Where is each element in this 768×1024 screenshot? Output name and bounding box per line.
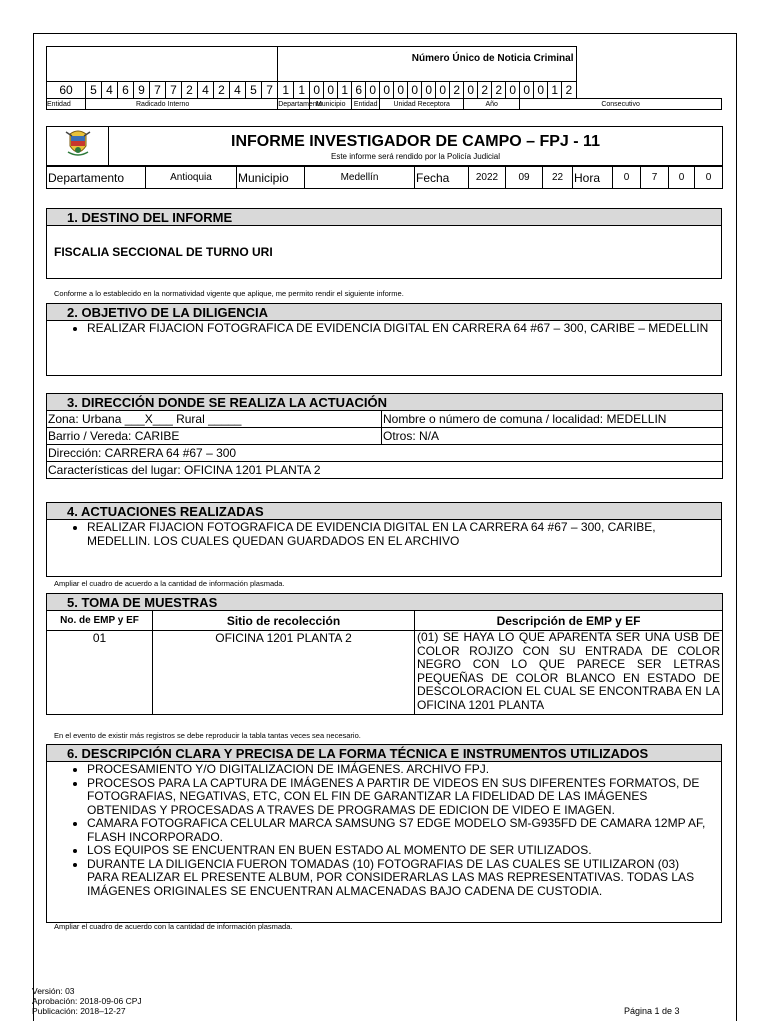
col-no-emp: No. de EMP y EF xyxy=(47,611,153,631)
section-4-title: 4. ACTUACIONES REALIZADAS xyxy=(47,503,722,520)
noticia-digit: 0 xyxy=(310,82,324,99)
document-page xyxy=(33,33,737,1021)
col-descripcion: Descripción de EMP y EF xyxy=(415,611,723,631)
noticia-digit: 0 xyxy=(520,82,534,99)
radicado-digit: 60 xyxy=(47,82,86,99)
note-ampliar: Ampliar el cuadro de acuerdo a la cantidad de información plasmada. xyxy=(54,579,285,588)
radicado-digit: 9 xyxy=(134,82,150,99)
row-descripcion: (01) SE HAYA LO QUE APARENTA SER UNA USB DE COLOR ROJIZO CON SU ENTRADA DE COLOR NEGRO CON LO QUE PARECE SER LETRAS PEQUEÑAS DE COLOR BLANCO EN ESTADO DE DESCOLORACION EL CUAL SE ENCONTRABA EN LA OFICINA 1201 PLANTA xyxy=(417,630,721,712)
form-title: INFORME INVESTIGADOR DE CAMPO – FPJ - 11 xyxy=(231,133,600,150)
noticia-digit: 2 xyxy=(450,82,464,99)
hora-digit: 0 xyxy=(669,167,695,189)
noticia-digit: 0 xyxy=(534,82,548,99)
tecnica-list xyxy=(47,763,721,898)
list-item: • DURANTE LA DILIGENCIA FUERON TOMADAS (10) FOTOGRAFIAS DE LAS CUALES SE UTILIZARON (03) PARA REALIZAR EL PRESENTE ALBUM, POR CONSIDERARLAS LAS MAS REPRESENTATIVAS. TODAS LAS IMÁGENES ORIGINALES SE ENCUENTRAN ALMACENADAS BAJO CADENA DE CUSTODIA. xyxy=(87,858,713,899)
label-municipio: Municipio xyxy=(310,99,352,110)
note-ampliar-2: Ampliar el cuadro de acuerdo con la cantidad de información plasmada. xyxy=(54,922,293,931)
label-departamento: Departamento xyxy=(278,100,323,108)
caracteristicas-field: Características del lugar: OFICINA 1201 PLANTA 2 xyxy=(47,462,723,479)
table-row xyxy=(47,631,723,715)
fecha-label: Fecha xyxy=(415,167,469,189)
footer-version: Versión: 03 xyxy=(32,986,75,996)
radicado-digit: 5 xyxy=(246,82,262,99)
location-date-row xyxy=(46,166,722,189)
section-3-title: 3. DIRECCIÓN DONDE SE REALIZA LA ACTUACIÓN xyxy=(47,394,723,411)
radicado-digit: 2 xyxy=(182,82,198,99)
footer-aprobacion: Aprobación: 2018-09-06 CPJ xyxy=(32,996,142,1006)
section-2-title: 2. OBJETIVO DE LA DILIGENCIA xyxy=(47,304,722,321)
label-entidad-2: Entidad xyxy=(352,99,380,110)
section-6-title: 6. DESCRIPCIÓN CLARA Y PRECISA DE LA FORMA TÉCNICA E INSTRUMENTOS UTILIZADOS xyxy=(47,745,722,762)
destino-value: FISCALIA SECCIONAL DE TURNO URI xyxy=(47,226,722,279)
radicado-digit: 2 xyxy=(214,82,230,99)
section-objetivo xyxy=(46,303,722,376)
radicado-digit: 4 xyxy=(230,82,246,99)
note-registros: En el evento de existir más registros se debe reproducir la tabla tantas veces sea necesario. xyxy=(54,731,361,740)
noticia-digit: 0 xyxy=(506,82,520,99)
departamento-value: Antioquia xyxy=(146,167,237,189)
list-item: • PROCESAMIENTO Y/O DIGITALIZACION DE IMÁGENES. ARCHIVO FPJ. xyxy=(87,763,713,777)
label-anio: Año xyxy=(464,99,520,110)
noticia-digit: 0 xyxy=(394,82,408,99)
row-no: 01 xyxy=(47,631,153,715)
hora-digit: 0 xyxy=(613,167,641,189)
title-block xyxy=(46,126,722,166)
hora-digit: 7 xyxy=(641,167,669,189)
comuna-field: Nombre o número de comuna / localidad: MEDELLIN xyxy=(382,411,723,428)
otros-field: Otros: N/A xyxy=(382,428,723,445)
radicado-digit: 4 xyxy=(102,82,118,99)
label-unidad-receptora: Unidad Receptora xyxy=(380,99,464,110)
list-item: • PROCESOS PARA LA CAPTURA DE IMÁGENES A PARTIR DE VIDEOS EN SUS DIFERENTES FORMATOS, DE FOTOGRAFIAS, NEGATIVAS, ETC, CON EL FIN DE GARANTIZAR LA FIDELIDAD DE LAS IMÁGENES OBTENIDAS Y PROCESADAS A TRAVES DE PROGRAMAS DE EDICION DE VIDEO E IMAGEN. xyxy=(87,777,713,818)
radicado-digits-row xyxy=(47,82,722,99)
noticia-criminal-header xyxy=(46,46,722,110)
radicado-digit: 7 xyxy=(150,82,166,99)
section-1-title: 1. DESTINO DEL INFORME xyxy=(47,209,722,226)
departamento-label: Departamento xyxy=(47,167,146,189)
noticia-digit: 1 xyxy=(294,82,310,99)
radicado-digit: 4 xyxy=(198,82,214,99)
noticia-digit: 1 xyxy=(278,82,294,99)
col-sitio: Sitio de recolección xyxy=(153,611,415,631)
form-subtitle: Este informe será rendido por la Policía Judicial xyxy=(331,152,500,161)
noticia-digit: 2 xyxy=(562,82,576,99)
hora-label: Hora xyxy=(573,167,613,189)
section-muestras xyxy=(46,593,722,715)
direccion-field: Dirección: CARRERA 64 #67 – 300 xyxy=(47,445,723,462)
noticia-digit: 6 xyxy=(352,82,366,99)
radicado-digit: 6 xyxy=(118,82,134,99)
noticia-digit: 0 xyxy=(366,82,380,99)
fecha-year: 2022 xyxy=(469,167,506,189)
noticia-digit: 0 xyxy=(324,82,338,99)
municipio-label: Municipio xyxy=(237,167,305,189)
radicado-digit: 7 xyxy=(166,82,182,99)
noticia-digit: 0 xyxy=(422,82,436,99)
radicado-digit: 5 xyxy=(86,82,102,99)
zona-field: Zona: Urbana ___X___ Rural _____ xyxy=(47,411,382,428)
barrio-field: Barrio / Vereda: CARIBE xyxy=(47,428,382,445)
municipio-value: Medellín xyxy=(305,167,415,189)
fecha-day: 22 xyxy=(543,167,573,189)
objetivo-item: • REALIZAR FIJACION FOTOGRAFICA DE EVIDENCIA DIGITAL EN CARRERA 64 #67 – 300, CARIBE – MEDELLIN xyxy=(87,322,721,336)
row-sitio: OFICINA 1201 PLANTA 2 xyxy=(153,631,415,715)
noticia-digit: 0 xyxy=(380,82,394,99)
section-direccion xyxy=(46,393,722,479)
list-item: • CAMARA FOTOGRAFICA CELULAR MARCA SAMSUNG S7 EDGE MODELO SM-G935FD DE CAMARA 12MP AF, FLASH INCORPORADO. xyxy=(87,817,713,844)
section-5-title: 5. TOMA DE MUESTRAS xyxy=(47,594,723,611)
radicado-labels-row xyxy=(47,99,722,110)
footer-publicacion: Publicación: 2018–12-27 xyxy=(32,1006,126,1016)
section-descripcion-tecnica xyxy=(46,744,722,923)
section-destino xyxy=(46,208,722,279)
noticia-criminal-label: Número Único de Noticia Criminal xyxy=(411,53,574,64)
noticia-digit: 2 xyxy=(478,82,492,99)
page-number: Página 1 de 3 xyxy=(624,1006,680,1016)
noticia-digit: 0 xyxy=(436,82,450,99)
noticia-digit: 1 xyxy=(548,82,562,99)
noticia-digit: 1 xyxy=(338,82,352,99)
actuaciones-item: • REALIZAR FIJACION FOTOGRAFICA DE EVIDENCIA DIGITAL EN LA CARRERA 64 #67 – 300, CARIBE, MEDELLIN. LOS CUALES QUEDAN GUARDADOS EN EL ARCHIVO xyxy=(87,521,721,548)
section-actuaciones xyxy=(46,502,722,577)
noticia-digit: 0 xyxy=(408,82,422,99)
hora-digit: 0 xyxy=(695,167,723,189)
colombia-coat-of-arms-icon xyxy=(64,128,92,160)
fecha-month: 09 xyxy=(506,167,543,189)
label-consecutivo: Consecutivo xyxy=(520,99,722,110)
noticia-digit: 0 xyxy=(464,82,478,99)
note-normatividad: Conforme a lo establecido en la normatividad vigente que aplique, me permito rendir el siguiente informe. xyxy=(54,289,404,298)
label-entidad: Entidad xyxy=(47,99,86,110)
footer-info xyxy=(32,986,142,1016)
noticia-digit: 2 xyxy=(492,82,506,99)
label-radicado: Radicado Interno xyxy=(86,99,278,110)
radicado-digit: 7 xyxy=(262,82,278,99)
list-item: • LOS EQUIPOS SE ENCUENTRAN EN BUEN ESTADO AL MOMENTO DE SER UTILIZADOS. xyxy=(87,844,713,858)
